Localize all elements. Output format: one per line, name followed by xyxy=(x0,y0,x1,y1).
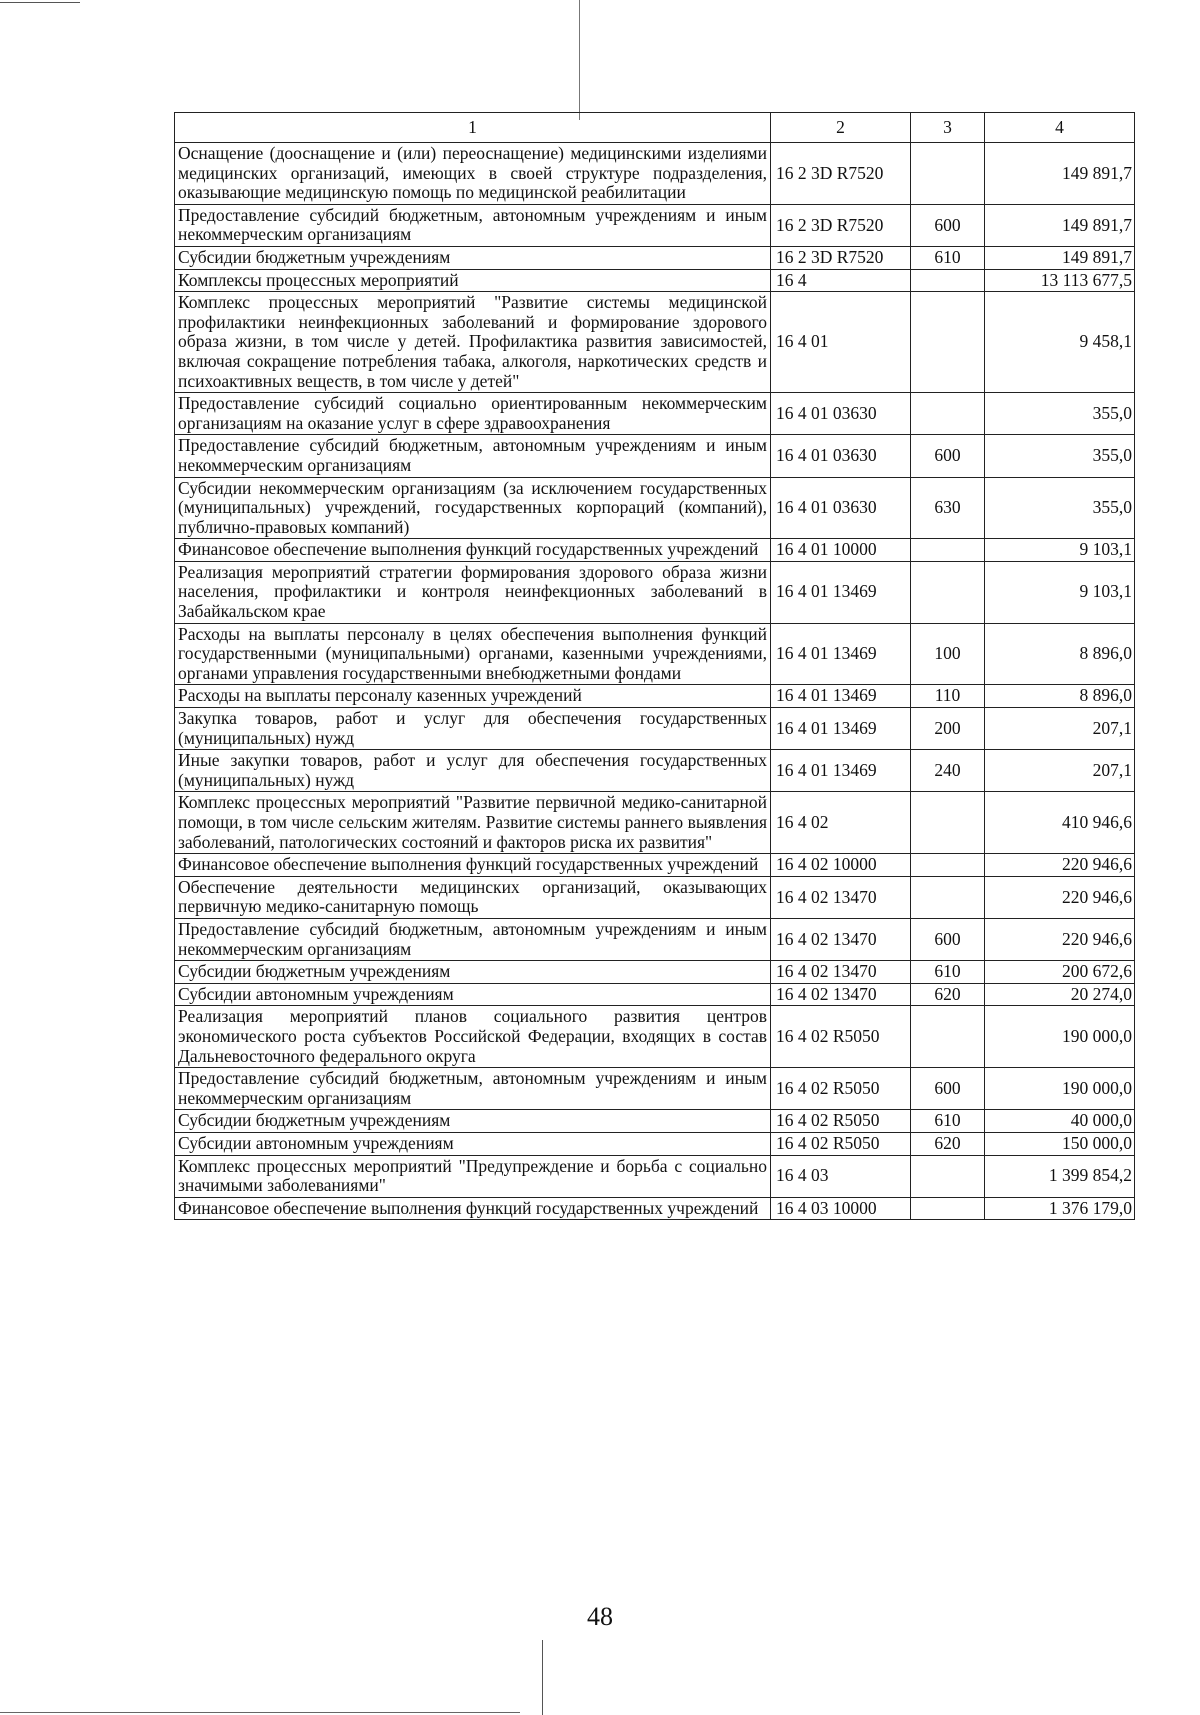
row-code-cell: 16 4 02 13470 xyxy=(771,983,911,1006)
row-name-cell: Субсидии автономным учреждениям xyxy=(175,983,771,1006)
row-name-cell: Расходы на выплаты персоналу казенных учреждений xyxy=(175,685,771,708)
header-row xyxy=(175,113,1135,143)
row-kind-cell xyxy=(911,393,985,435)
row-amount-cell: 207,1 xyxy=(985,750,1135,792)
row-code-cell: 16 4 01 13469 xyxy=(771,708,911,750)
table-row xyxy=(175,876,1135,918)
row-amount-cell: 149 891,7 xyxy=(985,246,1135,269)
row-name-cell: Комплекс процессных мероприятий "Предупреждение и борьба с социально значимыми заболеваниями" xyxy=(175,1155,771,1197)
row-code-cell: 16 4 01 03630 xyxy=(771,435,911,477)
row-name-cell: Реализация мероприятий планов социального развития центров экономического роста субъектов Российской Федерации, входящих в состав Дальневосточного федерального округа xyxy=(175,1006,771,1068)
row-kind-cell: 610 xyxy=(911,246,985,269)
row-name-cell: Финансовое обеспечение выполнения функций государственных учреждений xyxy=(175,539,771,562)
row-name-cell: Иные закупки товаров, работ и услуг для обеспечения государственных (муниципальных) нужд xyxy=(175,750,771,792)
row-amount-cell: 355,0 xyxy=(985,393,1135,435)
scan-artifact-line xyxy=(0,1712,520,1713)
row-kind-cell: 620 xyxy=(911,983,985,1006)
row-kind-cell: 110 xyxy=(911,685,985,708)
table-row xyxy=(175,1068,1135,1110)
row-name-cell: Обеспечение деятельности медицинских организаций, оказывающих первичную медико-санитарную помощь xyxy=(175,876,771,918)
table-row xyxy=(175,269,1135,292)
row-code-cell: 16 4 02 13470 xyxy=(771,918,911,960)
row-code-cell: 16 4 02 R5050 xyxy=(771,1110,911,1133)
row-code-cell: 16 4 02 13470 xyxy=(771,961,911,984)
row-amount-cell: 1 399 854,2 xyxy=(985,1155,1135,1197)
row-name-cell: Предоставление субсидий бюджетным, автономным учреждениям и иным некоммерческим организациям xyxy=(175,1068,771,1110)
row-kind-cell: 600 xyxy=(911,435,985,477)
row-kind-cell xyxy=(911,1006,985,1068)
budget-table-body xyxy=(175,113,1135,1220)
table-row xyxy=(175,685,1135,708)
row-name-cell: Субсидии автономным учреждениям xyxy=(175,1132,771,1155)
row-kind-cell xyxy=(911,1197,985,1220)
row-name-cell: Субсидии бюджетным учреждениям xyxy=(175,246,771,269)
row-name-cell: Комплексы процессных мероприятий xyxy=(175,269,771,292)
row-code-cell: 16 4 02 R5050 xyxy=(771,1006,911,1068)
row-amount-cell: 355,0 xyxy=(985,435,1135,477)
table-row xyxy=(175,539,1135,562)
row-kind-cell: 240 xyxy=(911,750,985,792)
row-amount-cell: 410 946,6 xyxy=(985,792,1135,854)
row-kind-cell: 610 xyxy=(911,1110,985,1133)
row-amount-cell: 190 000,0 xyxy=(985,1068,1135,1110)
row-amount-cell: 8 896,0 xyxy=(985,623,1135,685)
row-kind-cell xyxy=(911,539,985,562)
row-amount-cell: 149 891,7 xyxy=(985,204,1135,246)
row-kind-cell xyxy=(911,292,985,393)
column-header-code: 2 xyxy=(771,113,911,143)
row-amount-cell: 355,0 xyxy=(985,477,1135,539)
table-row xyxy=(175,623,1135,685)
scan-artifact-line xyxy=(0,2,80,3)
row-name-cell: Субсидии бюджетным учреждениям xyxy=(175,961,771,984)
column-header-amount: 4 xyxy=(985,113,1135,143)
table-row xyxy=(175,477,1135,539)
row-amount-cell: 9 458,1 xyxy=(985,292,1135,393)
row-code-cell: 16 4 02 13470 xyxy=(771,876,911,918)
table-row xyxy=(175,961,1135,984)
row-code-cell: 16 2 3D R7520 xyxy=(771,246,911,269)
row-kind-cell: 630 xyxy=(911,477,985,539)
row-name-cell: Предоставление субсидий бюджетным, автономным учреждениям и иным некоммерческим организациям xyxy=(175,435,771,477)
row-code-cell: 16 4 01 03630 xyxy=(771,477,911,539)
row-code-cell: 16 4 02 R5050 xyxy=(771,1132,911,1155)
row-name-cell: Комплекс процессных мероприятий "Развитие первичной медико-санитарной помощи, в том числе сельским жителям. Развитие системы раннего выявления заболеваний, патологических состояний и факторов риска их развития" xyxy=(175,792,771,854)
row-name-cell: Оснащение (дооснащение и (или) переоснащение) медицинскими изделиями медицинских организаций, имеющих в своей структуре подразделения, оказывающие медицинскую помощь по медицинской реабилитации xyxy=(175,143,771,205)
table-row xyxy=(175,204,1135,246)
row-name-cell: Финансовое обеспечение выполнения функций государственных учреждений xyxy=(175,1197,771,1220)
row-amount-cell: 20 274,0 xyxy=(985,983,1135,1006)
page-number: 48 xyxy=(587,1602,613,1631)
table-row xyxy=(175,246,1135,269)
row-code-cell: 16 2 3D R7520 xyxy=(771,143,911,205)
row-kind-cell xyxy=(911,792,985,854)
table-row xyxy=(175,393,1135,435)
row-kind-cell: 600 xyxy=(911,1068,985,1110)
row-amount-cell: 220 946,6 xyxy=(985,876,1135,918)
row-name-cell: Финансовое обеспечение выполнения функций государственных учреждений xyxy=(175,854,771,877)
row-amount-cell: 207,1 xyxy=(985,708,1135,750)
table-row xyxy=(175,561,1135,623)
row-amount-cell: 200 672,6 xyxy=(985,961,1135,984)
row-code-cell: 16 4 01 xyxy=(771,292,911,393)
row-kind-cell xyxy=(911,876,985,918)
row-code-cell: 16 4 03 10000 xyxy=(771,1197,911,1220)
row-kind-cell xyxy=(911,269,985,292)
table-row xyxy=(175,1132,1135,1155)
row-name-cell: Предоставление субсидий бюджетным, автономным учреждениям и иным некоммерческим организациям xyxy=(175,918,771,960)
table-row xyxy=(175,1110,1135,1133)
row-kind-cell: 600 xyxy=(911,204,985,246)
table-row xyxy=(175,143,1135,205)
row-amount-cell: 220 946,6 xyxy=(985,854,1135,877)
row-amount-cell: 40 000,0 xyxy=(985,1110,1135,1133)
row-code-cell: 16 4 01 03630 xyxy=(771,393,911,435)
table-row xyxy=(175,292,1135,393)
row-name-cell: Предоставление субсидий бюджетным, автономным учреждениям и иным некоммерческим организациям xyxy=(175,204,771,246)
row-amount-cell: 190 000,0 xyxy=(985,1006,1135,1068)
row-code-cell: 16 4 01 13469 xyxy=(771,561,911,623)
row-kind-cell xyxy=(911,143,985,205)
row-kind-cell: 200 xyxy=(911,708,985,750)
row-name-cell: Субсидии бюджетным учреждениям xyxy=(175,1110,771,1133)
table-row xyxy=(175,1197,1135,1220)
column-header-kind: 3 xyxy=(911,113,985,143)
table-row xyxy=(175,1155,1135,1197)
row-code-cell: 16 4 02 R5050 xyxy=(771,1068,911,1110)
row-kind-cell: 620 xyxy=(911,1132,985,1155)
row-amount-cell: 220 946,6 xyxy=(985,918,1135,960)
row-amount-cell: 9 103,1 xyxy=(985,561,1135,623)
row-code-cell: 16 4 xyxy=(771,269,911,292)
table-row xyxy=(175,983,1135,1006)
scan-artifact-line xyxy=(542,1640,543,1715)
table-row xyxy=(175,1006,1135,1068)
row-amount-cell: 149 891,7 xyxy=(985,143,1135,205)
row-kind-cell xyxy=(911,561,985,623)
row-amount-cell: 8 896,0 xyxy=(985,685,1135,708)
row-code-cell: 16 4 03 xyxy=(771,1155,911,1197)
row-amount-cell: 9 103,1 xyxy=(985,539,1135,562)
row-code-cell: 16 4 01 13469 xyxy=(771,750,911,792)
table-row xyxy=(175,918,1135,960)
table-row xyxy=(175,750,1135,792)
row-amount-cell: 150 000,0 xyxy=(985,1132,1135,1155)
row-code-cell: 16 4 01 10000 xyxy=(771,539,911,562)
row-name-cell: Предоставление субсидий социально ориентированным некоммерческим организациям на оказание услуг в сфере здравоохранения xyxy=(175,393,771,435)
row-kind-cell: 610 xyxy=(911,961,985,984)
row-name-cell: Субсидии некоммерческим организациям (за исключением государственных (муниципальных) учреждений, государственных корпораций (компаний), публично-правовых компаний) xyxy=(175,477,771,539)
budget-table xyxy=(174,112,1135,1220)
row-kind-cell: 100 xyxy=(911,623,985,685)
row-code-cell: 16 4 01 13469 xyxy=(771,623,911,685)
row-amount-cell: 1 376 179,0 xyxy=(985,1197,1135,1220)
row-code-cell: 16 4 02 xyxy=(771,792,911,854)
row-name-cell: Реализация мероприятий стратегии формирования здорового образа жизни населения, профилактики и контроля неинфекционных заболеваний в Забайкальском крае xyxy=(175,561,771,623)
table-row xyxy=(175,708,1135,750)
table-row xyxy=(175,792,1135,854)
row-code-cell: 16 4 01 13469 xyxy=(771,685,911,708)
row-code-cell: 16 2 3D R7520 xyxy=(771,204,911,246)
row-code-cell: 16 4 02 10000 xyxy=(771,854,911,877)
row-kind-cell xyxy=(911,1155,985,1197)
row-name-cell: Комплекс процессных мероприятий "Развитие системы медицинской профилактики неинфекционных заболеваний и формирование здорового образа жизни, в том числе у детей. Профилактика развития зависимостей, включая сокращение потребления табака, алкоголя, наркотических средств и психоактивных веществ, в том числе у детей" xyxy=(175,292,771,393)
column-header-name: 1 xyxy=(175,113,771,143)
table-row xyxy=(175,435,1135,477)
row-name-cell: Расходы на выплаты персоналу в целях обеспечения выполнения функций государственными (муниципальными) органами, казенными учреждениями, органами управления государственными внебюджетными фондами xyxy=(175,623,771,685)
scan-artifact-line xyxy=(579,0,580,120)
row-kind-cell xyxy=(911,854,985,877)
row-kind-cell: 600 xyxy=(911,918,985,960)
row-amount-cell: 13 113 677,5 xyxy=(985,269,1135,292)
row-name-cell: Закупка товаров, работ и услуг для обеспечения государственных (муниципальных) нужд xyxy=(175,708,771,750)
table-row xyxy=(175,854,1135,877)
